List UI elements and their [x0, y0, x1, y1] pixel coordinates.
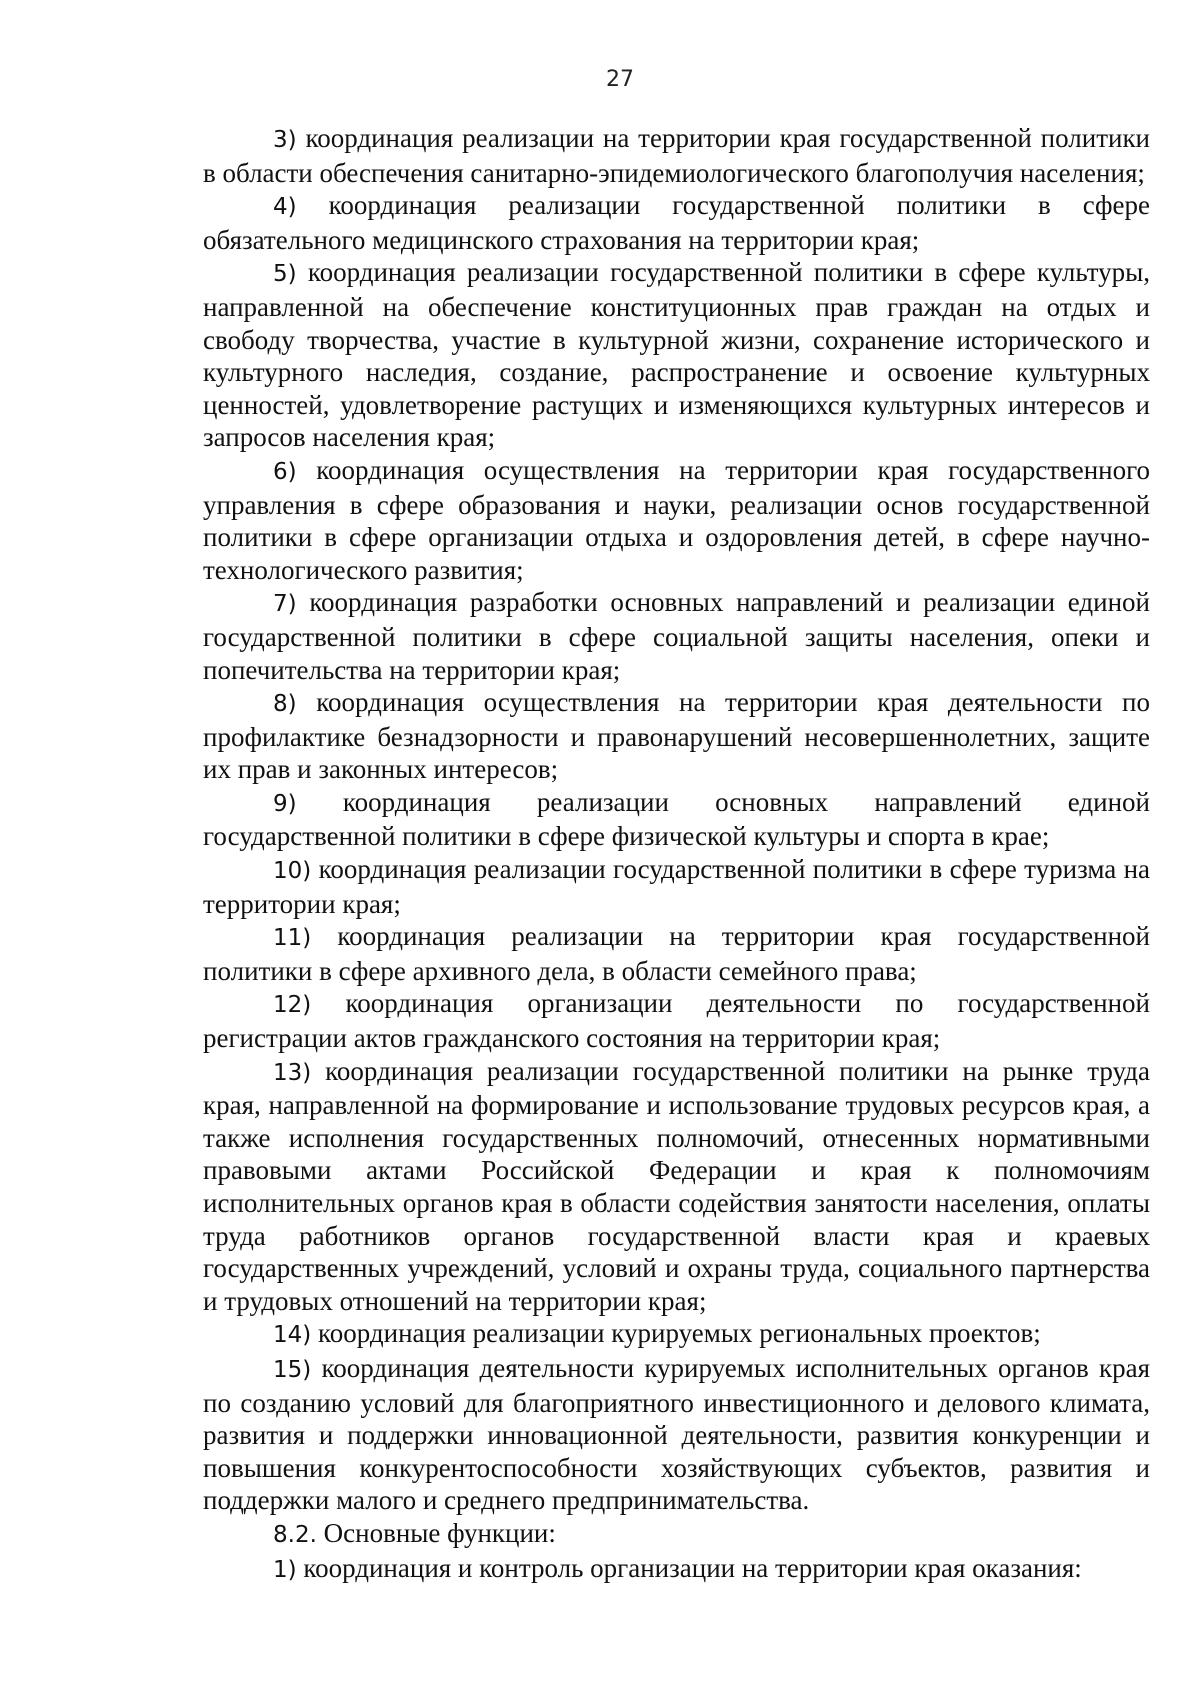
item-text: координация деятельности курируемых исполнительных органов края по созданию условий для благоприятного инвестиционного и делового климата, развития и поддержки инновационной деятельности, развития конкуренции и повышения конкурентоспособности хозяйствующих субъектов, развития и поддержки малого и среднего предпринимательства. [203, 1352, 1151, 1516]
list-item [203, 122, 1150, 189]
item-number: 9) [273, 790, 297, 817]
list-item [203, 920, 1150, 987]
list-item [203, 1055, 1150, 1318]
list-item [203, 686, 1150, 786]
item-number: 6) [273, 458, 297, 485]
list-item [203, 586, 1150, 686]
item-number: 10) [273, 858, 312, 885]
item-text: координация реализации государственной политики в сфере обязательного медицинского страхования на территории края; [203, 190, 1150, 255]
item-number: 5) [273, 261, 297, 288]
list-item [203, 1552, 1150, 1587]
item-number: 4) [273, 194, 297, 221]
section-number: 8.2. [273, 1521, 317, 1548]
item-text: координация организации деятельности по государственной регистрации актов гражданского состояния на территории края; [203, 988, 1150, 1054]
list-item [203, 853, 1150, 920]
item-number: 8) [273, 691, 297, 718]
list-item [203, 454, 1150, 586]
item-text: координация реализации на территории края государственной политики в сфере архивного дела, в области семейного права; [203, 921, 1150, 986]
item-number: 1) [273, 1556, 297, 1583]
list-item [203, 1317, 1150, 1352]
list-item [203, 786, 1150, 853]
item-text: координация разработки основных направлений и реализации единой государственной политики в сфере социальной защиты населения, опеки и попечительства на территории края; [203, 587, 1150, 685]
item-number: 14) [273, 1322, 312, 1349]
item-text: координация реализации основных направлений единой государственной политики в сфере физической культуры и спорта в крае; [203, 786, 1150, 852]
item-number: 13) [273, 1059, 312, 1086]
item-text: координация и контроль организации на территории края оказания: [303, 1552, 1082, 1583]
item-number: 11) [273, 925, 312, 952]
list-item [203, 189, 1150, 256]
item-text: координация реализации на территории края государственной политики в области обеспечения санитарно-эпидемиологического благополучия населения; [203, 123, 1151, 188]
list-item [203, 987, 1150, 1054]
item-text: координация реализации государственной политики в сфере культуры, направленной на обеспечение конституционных прав граждан на отдых и свободу творчества, участие в культурной жизни, сохранение исторического и культурного наследия, создание, распространение и освоение культурных ценностей, удовлетворение растущих и изменяющихся культурных интересов и запросов населения края; [203, 257, 1150, 453]
page-number: 27 [606, 67, 634, 92]
item-number: 7) [273, 591, 297, 618]
list-item [203, 1352, 1150, 1517]
item-number: 3) [273, 127, 297, 153]
item-text: координация реализации государственной политики в сфере туризма на территории края; [203, 854, 1151, 919]
item-text: координация реализации государственной политики на рынке труда края, направленной на формирование и использование трудовых ресурсов края, а также исполнения государственных полномочий, отнесенных нормативными правовыми актами Российской Федерации и края к полномочиям исполнительных органов края в области содействия занятости населения, оплаты труда работников органов государственной власти края и краевых государственных учреждений, условий и охраны труда, социального партнерства и трудовых отношений на территории края; [203, 1055, 1150, 1316]
list-item [203, 256, 1150, 454]
section-heading [203, 1517, 1150, 1552]
item-number: 12) [273, 992, 312, 1019]
section-title: Основные функции: [323, 1517, 556, 1548]
item-text: координация осуществления на территории края государственного управления в сфере образования и науки, реализации основ государственной политики в сфере организации отдыха и оздоровления детей, в сфере научно-технологического развития; [203, 454, 1151, 585]
item-text: координация реализации курируемых региональных проектов; [318, 1318, 1041, 1349]
document-body [203, 122, 1150, 1586]
item-text: координация осуществления на территории края деятельности по профилактике безнадзорности и правонарушений несовершеннолетних, защите их прав и законных интересов; [203, 687, 1150, 785]
item-number: 15) [273, 1356, 312, 1383]
